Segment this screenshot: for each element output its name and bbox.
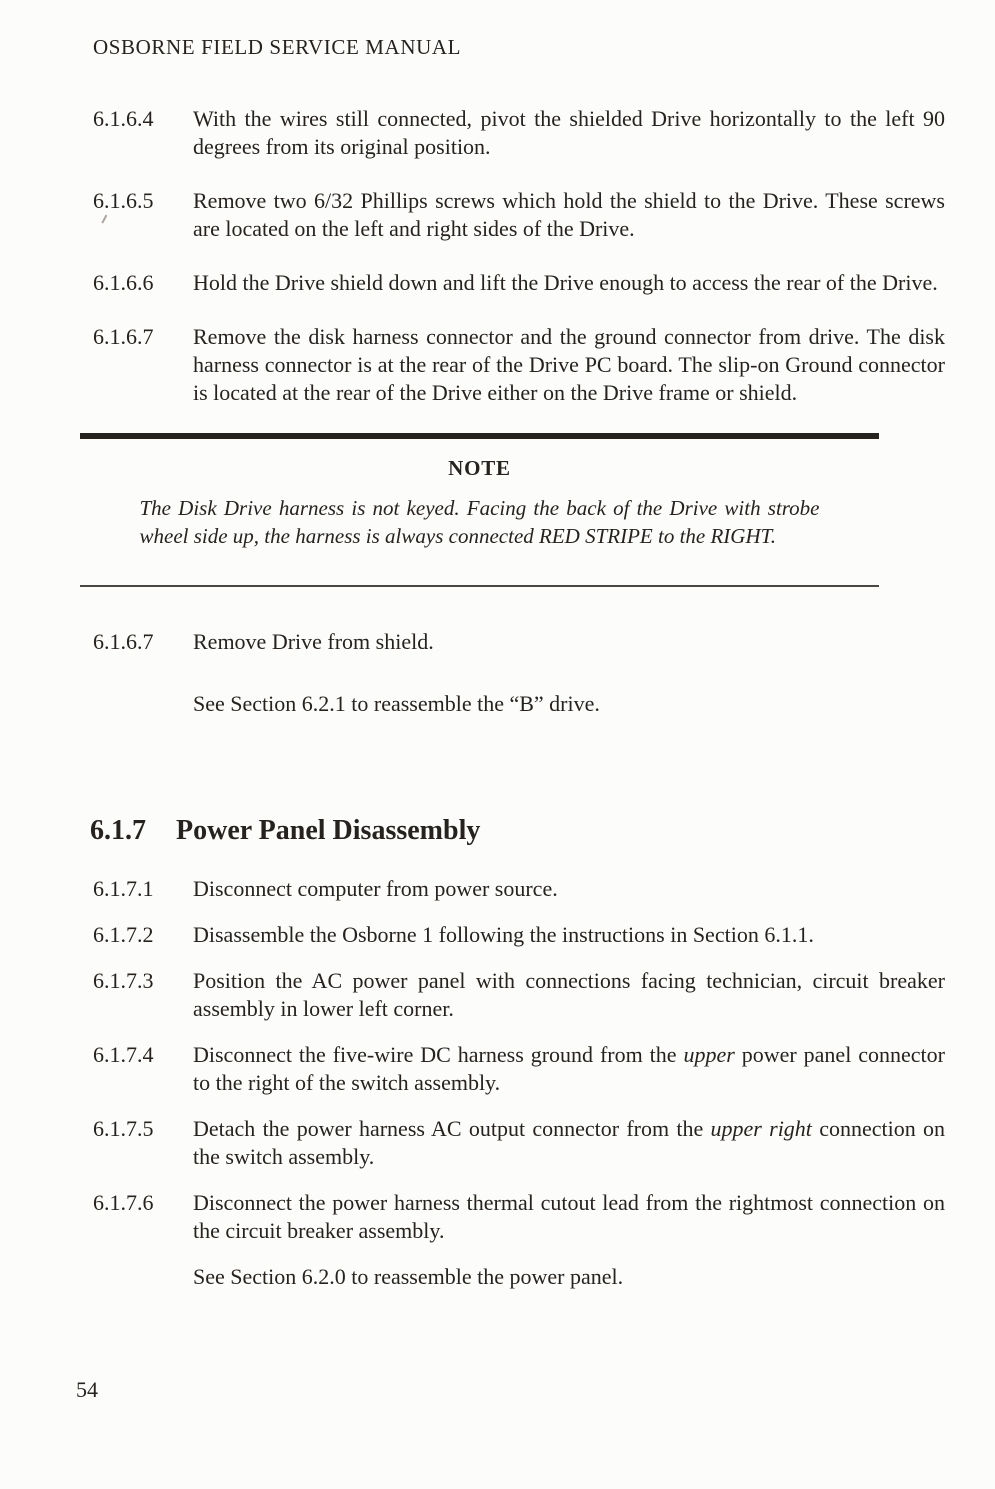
item-text: Hold the Drive shield down and lift the Drive enough to access the rear of the Drive.: [193, 270, 938, 295]
item-text: Disconnect the five-wire DC harness ground from the upper power panel connector to the right of the switch assembly.: [193, 1042, 945, 1095]
item-number: 6.1.6.7: [93, 324, 154, 349]
procedure-item: [93, 1041, 945, 1097]
note-body: The Disk Drive harness is not keyed. Facing the back of the Drive with strobe wheel side up, the harness is always connected RED STRIPE to the RIGHT.: [139, 496, 820, 548]
procedure-item: [93, 187, 945, 243]
item-text: Remove the disk harness connector and the ground connector from drive. The disk harness connector is at the rear of the Drive PC board. The slip-on Ground connector is located at the rear of the Drive either on the Drive frame or shield.: [193, 324, 945, 405]
procedure-item: [93, 967, 945, 1023]
section-heading-number: 6.1.7: [90, 815, 146, 846]
item-number: 6.1.7.2: [93, 922, 154, 947]
item-number: 6.1.6.6: [93, 270, 154, 295]
procedure-item: [93, 269, 945, 297]
running-header: OSBORNE FIELD SERVICE MANUAL: [93, 35, 462, 59]
item-text: Disconnect computer from power source.: [193, 876, 558, 901]
note-title: NOTE: [448, 456, 511, 480]
page-number: 54: [76, 1377, 98, 1402]
procedure-list-drive-finish: [93, 628, 945, 718]
item-number: 6.1.7.3: [93, 968, 154, 993]
procedure-list-drive-removal: [93, 105, 945, 407]
item-text: Remove two 6/32 Phillips screws which hold the shield to the Drive. These screws are located on the left and right sides of the Drive.: [193, 188, 945, 241]
item-text: See Section 6.2.0 to reassemble the power panel.: [193, 1264, 624, 1289]
procedure-item: [93, 1189, 945, 1245]
item-text: Detach the power harness AC output connector from the upper right connection on the switch assembly.: [193, 1116, 945, 1169]
item-number: 6.1.7.5: [93, 1116, 154, 1141]
procedure-item: [93, 1263, 945, 1291]
procedure-item: [93, 690, 945, 718]
procedure-item: [93, 921, 945, 949]
section-heading: [90, 815, 945, 847]
procedure-item: [93, 1115, 945, 1171]
item-number: [93, 1263, 193, 1291]
procedure-item: [93, 323, 945, 407]
item-text: With the wires still connected, pivot the shielded Drive horizontally to the left 90 degrees from its original position.: [193, 106, 945, 159]
item-number: 6.1.6.4: [93, 106, 154, 131]
item-text: Remove Drive from shield.: [193, 629, 434, 654]
procedure-item: [93, 105, 945, 161]
procedure-item: [93, 875, 945, 903]
procedure-list-power-panel: [93, 875, 945, 1291]
note-box: [80, 433, 879, 587]
item-text: Disconnect the power harness thermal cutout lead from the rightmost connection on the circuit breaker assembly.: [193, 1190, 945, 1243]
procedure-item: [93, 628, 945, 656]
item-number: 6.1.6.5: [93, 188, 154, 213]
item-number: 6.1.7.6: [93, 1190, 154, 1215]
item-number: 6.1.7.1: [93, 876, 154, 901]
section-heading-title: Power Panel Disassembly: [176, 815, 481, 846]
item-text: Disassemble the Osborne 1 following the instructions in Section 6.1.1.: [193, 922, 814, 947]
item-number: 6.1.7.4: [93, 1042, 154, 1067]
item-text: Position the AC power panel with connections facing technician, circuit breaker assembly in lower left corner.: [193, 968, 945, 1021]
page-content: [90, 105, 945, 1291]
item-number: 6.1.6.7: [93, 629, 154, 654]
item-number: [93, 690, 193, 718]
item-text: See Section 6.2.1 to reassemble the “B” drive.: [193, 691, 600, 716]
